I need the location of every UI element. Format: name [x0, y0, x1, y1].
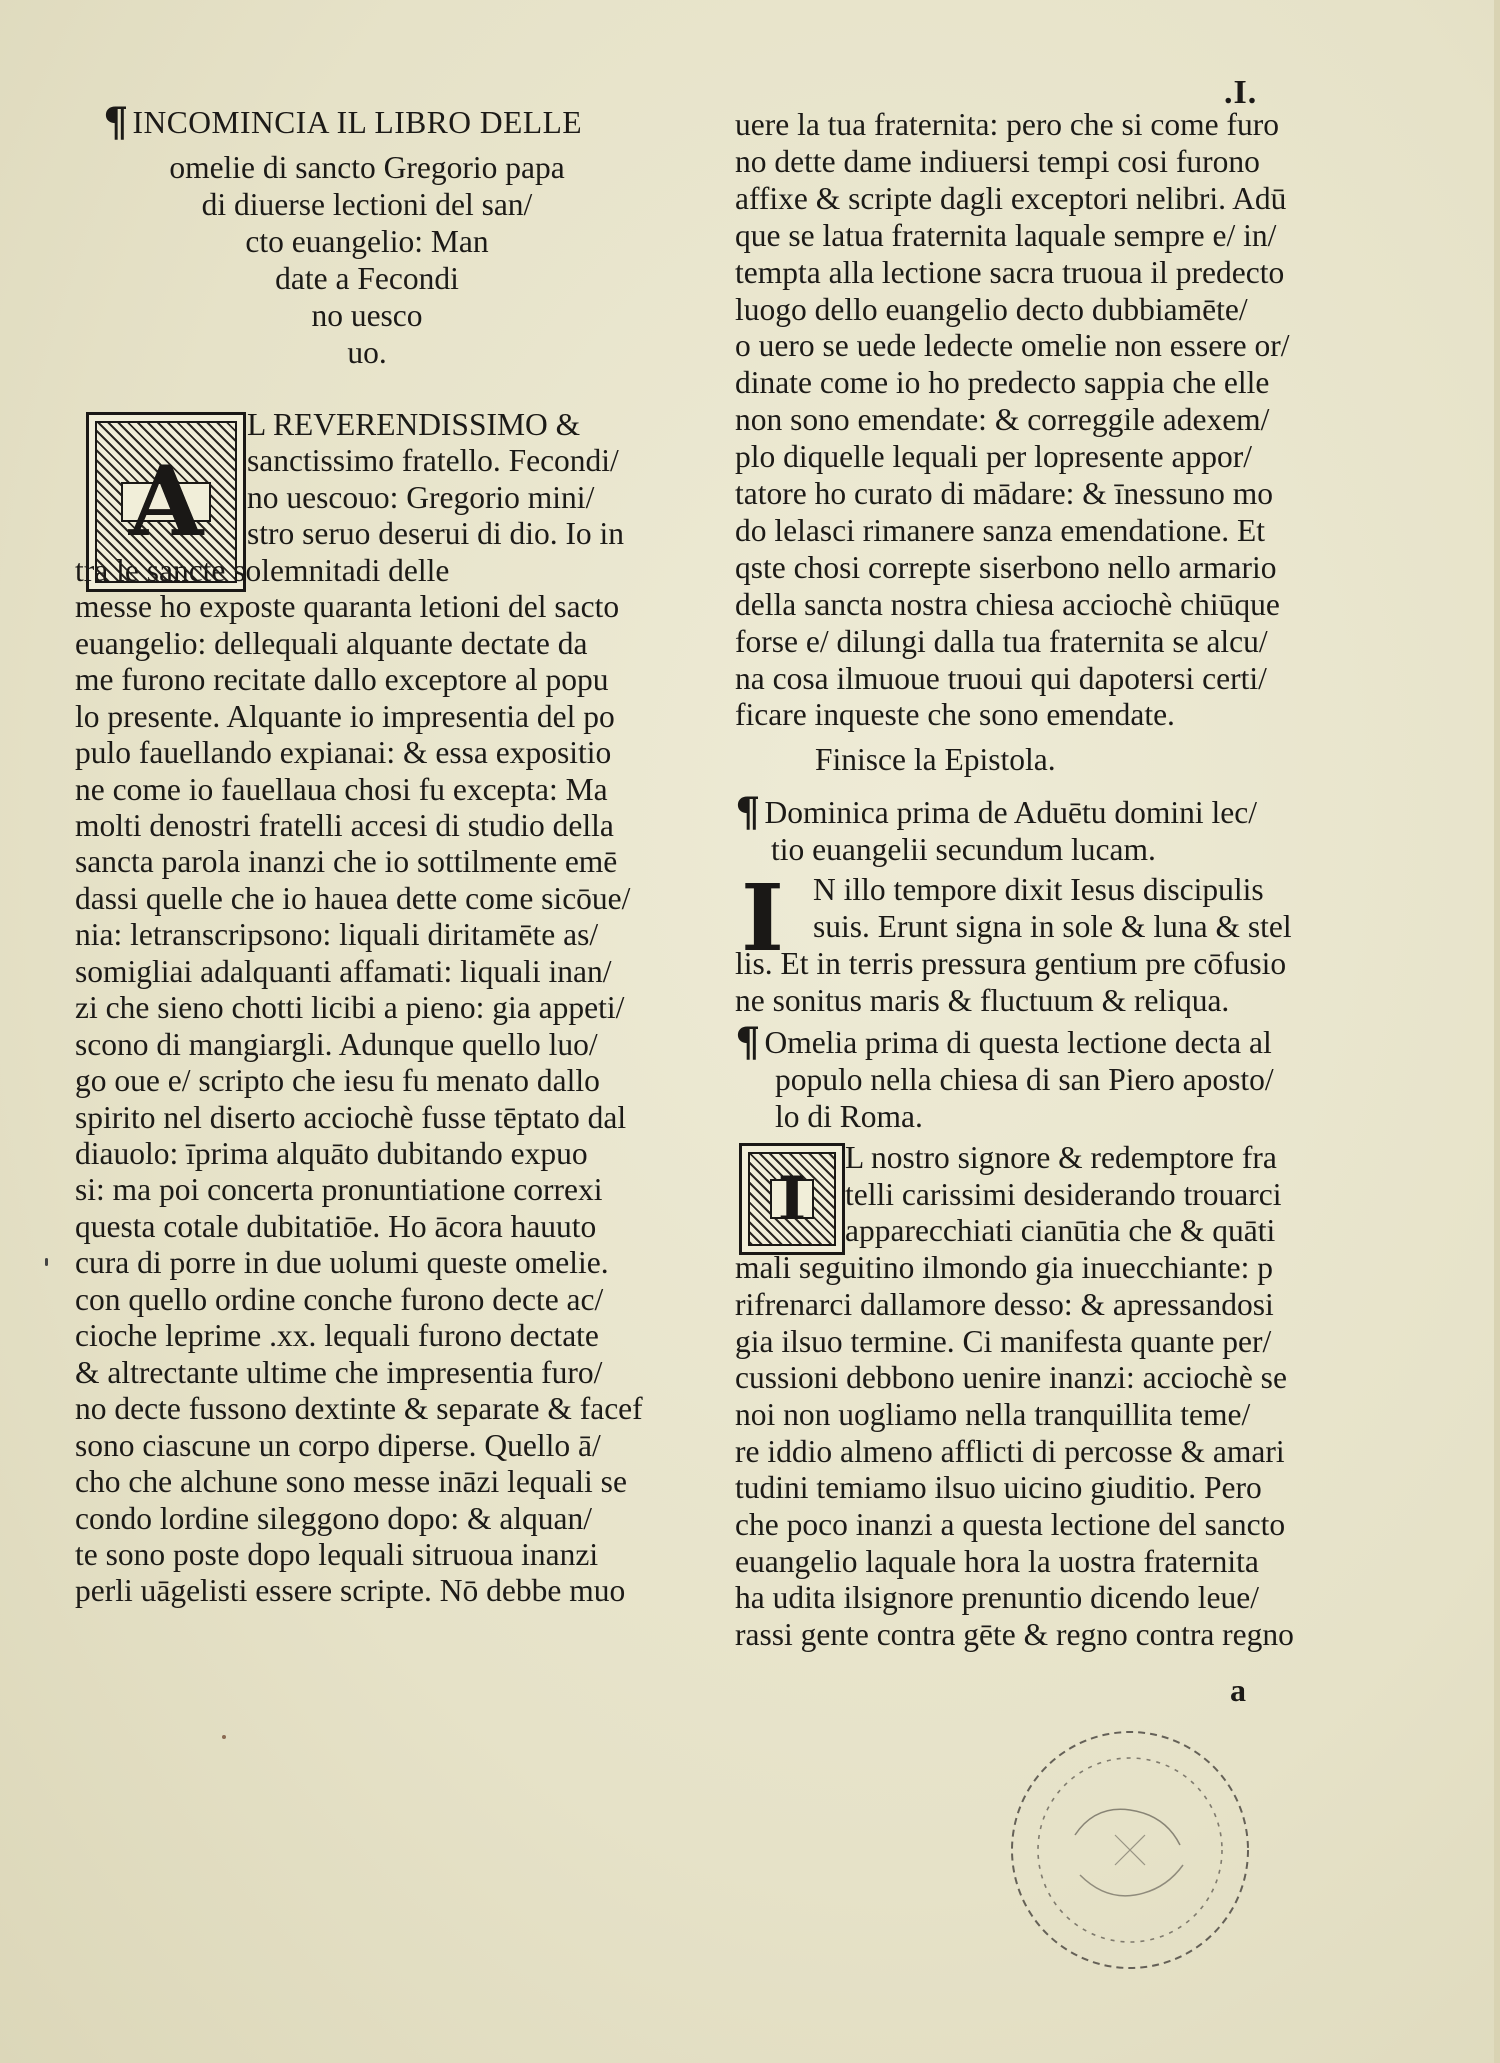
text-line: me furono recitate dallo exceptore al popu: [75, 662, 609, 698]
text-line: molti denostri fratelli accesi di studio della: [75, 807, 614, 843]
text-line: non sono emendate: & correggile adexem/: [735, 402, 1270, 438]
text-line: noi non uogliamo nella tranquillita teme/: [735, 1396, 1251, 1432]
text-line: do lelasci rimanere sanza emendatione. Et: [735, 512, 1266, 548]
title-line-5: date a Fecondi: [275, 261, 459, 296]
text-line: che poco inanzi a questa lectione del sancto: [735, 1507, 1286, 1542]
initial-letter-A: A: [121, 482, 211, 522]
text-line: rassi gente contra gēte & regno contra regno: [735, 1617, 1294, 1653]
omelia-line-2: populo nella chiesa di san Piero aposto/: [775, 1062, 1274, 1097]
text-line: na cosa ilmuoue truoui qui dapotersi certi/: [735, 660, 1267, 696]
text-line: si: ma poi concerta pronuntiatione correxi: [75, 1172, 603, 1208]
text-line: diauolo: īprima alquāto dubitando expuo: [75, 1136, 588, 1171]
paper-speck: [222, 1735, 226, 1739]
text-line: uere la tua fraternita: pero che si come furo: [735, 107, 1279, 142]
text-line: que se latua fraternita laquale sempre e/ in/: [735, 217, 1277, 253]
pilcrow-icon: ¶: [103, 99, 129, 146]
dominica-line-1: ¶ Dominica prima de Aduētu domini lec/: [735, 789, 1257, 836]
pilcrow-icon: ¶: [735, 1019, 761, 1066]
title-line-6: no uesco: [311, 298, 423, 333]
text-line: tra le sancte solemnitadi delle: [75, 552, 450, 588]
text-line: ne come io fauellaua chosi fu excepta: Ma: [75, 771, 608, 807]
finisce-line: Finisce la Epistola.: [815, 742, 1056, 777]
text-line: dinate come io ho predecto sappia che elle: [735, 365, 1270, 401]
title-line-1: ¶ INCOMINCIA IL LIBRO DELLE: [103, 99, 583, 146]
text-line: sanctissimo fratello. Fecondi/: [247, 443, 619, 479]
dominica-line-2: tio euangelii secundum lucam.: [771, 832, 1156, 867]
text-line: messe ho exposte quaranta letioni del sacto: [75, 589, 620, 625]
text-line: lis. Et in terris pressura gentium pre cōfusio: [735, 946, 1287, 981]
text-line: tudini temiamo ilsuo uicino giuditio. Pero: [735, 1470, 1262, 1506]
text-line: & altrectante ultime che impresentia furo/: [75, 1354, 603, 1390]
text-line: condo lordine sileggono dopo: & alquan/: [75, 1500, 593, 1536]
text-line: no decte fussono dextinte & separate & facef: [75, 1391, 643, 1427]
text-line: sancta parola inanzi che io sottilmente emē: [75, 844, 618, 880]
text-line: pulo fauellando expianai: & essa expositio: [75, 735, 612, 771]
text-line: qste chosi correpte siserbono nello armario: [735, 549, 1277, 585]
page-edge: [1494, 0, 1500, 2063]
text-line: cura di porre in due uolumi queste omelie.: [75, 1245, 609, 1281]
text-line: euangelio laquale hora la uostra fraternita: [735, 1543, 1259, 1579]
omelia-line-1: ¶ Omelia prima di questa lectione decta al: [735, 1019, 1272, 1066]
text-line: go oue e/ scripto che iesu fu menato dallo: [75, 1063, 600, 1099]
text-line: ficare inqueste che sono emendate.: [735, 697, 1175, 733]
text-line: perli uāgelisti essere scripte. Nō debbe muo: [75, 1573, 626, 1609]
title-line-7: uo.: [347, 335, 387, 370]
text-line: tatore ho curato di mādare: & īnessuno mo: [735, 476, 1273, 511]
paper-speck: [45, 1258, 48, 1266]
text-line: L nostro signore & redemptore fra: [845, 1140, 1277, 1175]
text-line: L REVERENDISSIMO &: [247, 407, 581, 442]
text-line: zi che sieno chotti licibi a pieno: gia appeti/: [75, 990, 625, 1026]
text-line: mali seguitino ilmondo gia inuecchiante: p: [735, 1250, 1274, 1286]
title-line-4: cto euangelio: Man: [245, 224, 489, 259]
text-line: suis. Erunt signa in sole & luna & stel: [813, 909, 1292, 944]
text-line: gia ilsuo termine. Ci manifesta quante per/: [735, 1323, 1272, 1359]
text-line: questa cotale dubitatiōe. Ho ācora hauuto: [75, 1208, 597, 1244]
text-line: con quello ordine conche furono decte ac/: [75, 1281, 604, 1317]
text-line: telli carissimi desiderando trouarci: [845, 1176, 1282, 1212]
text-line: ha udita ilsignore prenuntio dicendo leue/: [735, 1580, 1259, 1616]
text-line: te sono poste dopo lequali sitruoua inanzi: [75, 1536, 599, 1572]
text-line: dassi quelle che io hauea dette come sicōue/: [75, 880, 631, 916]
text-line: euangelio: dellequali alquante dectate da: [75, 625, 588, 661]
text-line: lo presente. Alquante io impresentia del po: [75, 698, 615, 734]
text-line: apparecchiati cianūtia che & quāti: [845, 1213, 1276, 1249]
pilcrow-icon: ¶: [735, 789, 761, 836]
title-line-2: omelie di sancto Gregorio papa: [169, 150, 565, 185]
text-line: somigliai adalquanti affamati: liquali inan/: [75, 953, 612, 989]
text-line: ne sonitus maris & fluctuum & reliqua.: [735, 983, 1230, 1018]
text-line: sono ciascune un corpo diperse. Quello ā/: [75, 1427, 601, 1463]
text-line: plo diquelle lequali per lopresente appor/: [735, 439, 1252, 475]
text-line: cho che alchune sono messe ināzi lequali se: [75, 1464, 627, 1500]
catchword: a: [1230, 1672, 1246, 1708]
text-line: o uero se uede ledecte omelie non essere or/: [735, 328, 1290, 364]
text-line: rifrenarci dallamore desso: & apressandosi: [735, 1286, 1274, 1322]
text-line: N illo tempore dixit Iesus discipulis: [813, 872, 1264, 907]
text-line: stro seruo deserui di dio. Io in: [247, 516, 625, 552]
text-line: re iddio almeno afflicti di percosse & amari: [735, 1433, 1285, 1469]
initial-letter-I-ornate: I: [770, 1179, 814, 1219]
decorated-initial-I: [739, 1143, 845, 1255]
text-line: tempta alla lectione sacra truoua il predecto: [735, 254, 1285, 290]
text-line: no dette dame indiuersi tempi cosi furono: [735, 143, 1260, 179]
text-line: cussioni debbono uenire inanzi: acciochè se: [735, 1360, 1287, 1396]
initial-letter-I: I: [741, 864, 785, 972]
folio-number: .I.: [1224, 74, 1258, 111]
omelia-line-3: lo di Roma.: [775, 1099, 923, 1134]
text-line: spirito nel diserto acciochè fusse tēptato dal: [75, 1099, 627, 1135]
library-stamp-icon: [1005, 1725, 1255, 1975]
text-line: no uescouo: Gregorio mini/: [247, 479, 595, 515]
text-line: cioche leprime .xx. lequali furono dectate: [75, 1318, 599, 1354]
text-line: della sancta nostra chiesa acciochè chiūque: [735, 586, 1280, 622]
text-line: scono di mangiargli. Adunque quello luo/: [75, 1026, 598, 1062]
title-line-3: di diuerse lectioni del san/: [201, 187, 533, 222]
text-line: affixe & scripte dagli exceptori nelibri. Adū: [735, 180, 1287, 216]
text-line: luogo dello euangelio decto dubbiamēte/: [735, 291, 1248, 327]
text-line: forse e/ dilungi dalla tua fraternita se alcu/: [735, 623, 1268, 659]
text-line: nia: letranscripsono: liquali diritamēte as/: [75, 917, 599, 953]
